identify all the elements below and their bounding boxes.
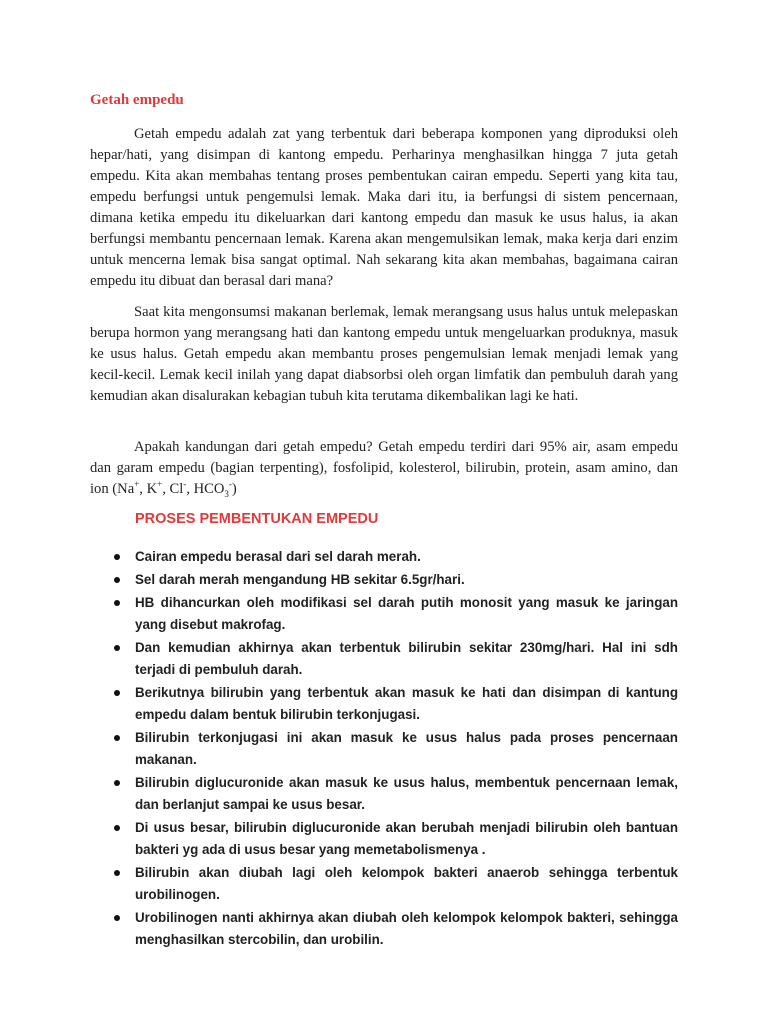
- list-item-text: Berikutnya bilirubin yang terbentuk akan masuk ke hati dan disimpan di kantung empedu dalam bentuk bilirubin terkonjugasi.: [135, 685, 678, 722]
- text-fragment: , K: [139, 481, 158, 497]
- text-fragment: , HCO: [186, 481, 225, 497]
- bullet-icon: [114, 780, 120, 786]
- superscript: -: [183, 479, 187, 490]
- list-item-text: Bilirubin akan diubah lagi oleh kelompok bakteri anaerob sehingga terbentuk urobilinogen.: [135, 865, 678, 902]
- superscript: +: [157, 479, 163, 490]
- text-fragment: ): [231, 481, 237, 497]
- superscript: -: [228, 479, 232, 490]
- list-item: [90, 592, 678, 636]
- list-item: [90, 817, 678, 861]
- list-item: [90, 546, 678, 568]
- list-item: [90, 637, 678, 681]
- bullet-icon: [114, 645, 120, 651]
- list-item-text: Di usus besar, bilirubin diglucuronide akan berubah menjadi bilirubin oleh bantuan bakteri yg ada di usus besar yang memetabolismenya .: [135, 820, 678, 857]
- list-item: [90, 862, 678, 906]
- text-fragment: , Cl: [162, 481, 184, 497]
- list-item-text: Bilirubin diglucuronide akan masuk ke usus halus, membentuk pencernaan lemak, dan berlanjut sampai ke usus besar.: [135, 775, 678, 812]
- list-item-text: Urobilinogen nanti akhirnya akan diubah oleh kelompok kelompok bakteri, sehingga menghasilkan stercobilin, dan urobilin.: [135, 910, 678, 947]
- list-item-text: Bilirubin terkonjugasi ini akan masuk ke usus halus pada proses pencernaan makanan.: [135, 730, 678, 767]
- bullet-icon: [114, 735, 120, 741]
- list-item-text: Dan kemudian akhirnya akan terbentuk bilirubin sekitar 230mg/hari. Hal ini sdh terjadi di pembuluh darah.: [135, 640, 678, 677]
- list-item-text: HB dihancurkan oleh modifikasi sel darah putih monosit yang masuk ke jaringan yang disebut makrofag.: [135, 595, 678, 632]
- list-item: [90, 569, 678, 591]
- bullet-icon: [114, 600, 120, 606]
- document-heading: Getah empedu: [90, 92, 184, 108]
- bullet-list: [90, 546, 678, 952]
- bullet-icon: [114, 870, 120, 876]
- superscript: +: [134, 479, 140, 490]
- section-heading: PROSES PEMBENTUKAN EMPEDU: [135, 511, 379, 527]
- paragraph-2: Saat kita mengonsumsi makanan berlemak, lemak merangsang usus halus untuk melepaskan berupa hormon yang merangsang hati dan kantong empedu untuk mengeluarkan produknya, masuk ke usus halus. Getah empedu akan membantu proses pengemulsian lemak menjadi lemak yang kecil-kecil. Lemak kecil inilah yang dapat diabsorbsi oleh organ limfatik dan pembuluh darah yang kemudian akan disalurakan kebagian tubuh kita terutama dikembalikan lagi ke hati.: [90, 304, 678, 404]
- bullet-icon: [114, 554, 120, 560]
- list-item: [90, 682, 678, 726]
- list-item: [90, 907, 678, 951]
- list-item-text: Cairan empedu berasal dari sel darah merah.: [135, 549, 421, 564]
- bullet-icon: [114, 577, 120, 583]
- list-item: [90, 772, 678, 816]
- list-item-text: Sel darah merah mengandung HB sekitar 6.5gr/hari.: [135, 572, 465, 587]
- paragraph-3-text: Apakah kandungan dari getah empedu? Getah empedu terdiri dari 95% air, asam empedu dan garam empedu (bagian terpenting), fosfolipid, kolesterol, bilirubin, protein, asam amino, dan ion (Na: [90, 439, 678, 497]
- bullet-icon: [114, 690, 120, 696]
- bullet-icon: [114, 825, 120, 831]
- list-item: [90, 727, 678, 771]
- paragraph-3: [90, 437, 678, 500]
- bullet-icon: [114, 915, 120, 921]
- subscript: 3: [224, 488, 229, 499]
- paragraph-1: Getah empedu adalah zat yang terbentuk dari beberapa komponen yang diproduksi oleh hepar/hati, yang disimpan di kantong empedu. Perharinya menghasilkan hingga 7 juta getah empedu. Kita akan membahas tentang proses pembentukan cairan empedu. Seperti yang kita tau, empedu berfungsi untuk pengemulsi lemak. Maka dari itu, ia berfungsi di sistem pencernaan, dimana ketika empedu itu dikeluarkan dari kantong empedu dan masuk ke usus halus, ia akan berfungsi membantu pencernaan lemak. Karena akan mengemulsikan lemak, maka kerja dari enzim untuk mencerna lemak bisa sangat optimal. Nah sekarang kita akan membahas, bagaimana cairan empedu itu dibuat dan berasal dari mana?: [90, 126, 678, 289]
